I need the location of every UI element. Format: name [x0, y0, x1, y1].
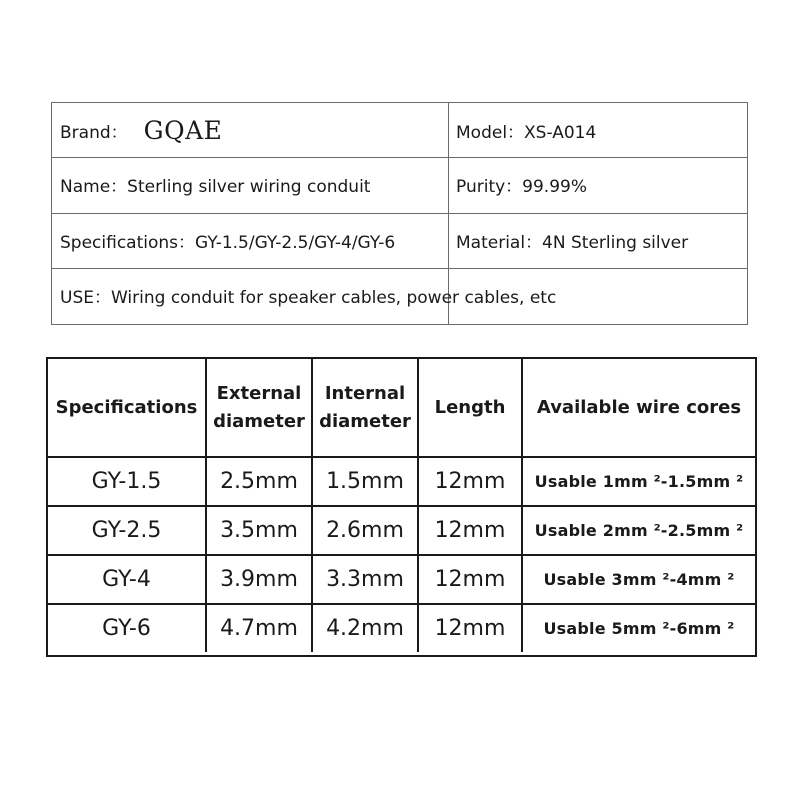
cell-external-diameter: 3.5mm [205, 507, 311, 554]
header-length: Length [417, 359, 521, 456]
model-cell: Model：XS-A014 [456, 122, 597, 143]
cell-external-diameter: 4.7mm [205, 605, 311, 652]
cell-external-diameter: 2.5mm [205, 458, 311, 505]
header-external-diameter: External diameter [205, 359, 311, 456]
info-row-name [52, 157, 747, 211]
table-row [48, 505, 755, 554]
cell-specification: GY-1.5 [91, 469, 162, 494]
purity-cell: Purity：99.99% [456, 177, 587, 197]
cell-wire-cores: Usable 5mm ²-6mm ² [521, 605, 755, 652]
header-available-wire-cores: Available wire cores [521, 359, 755, 456]
cell-internal-diameter: 1.5mm [311, 458, 417, 505]
cell-internal-diameter: 4.2mm [311, 605, 417, 652]
material-cell: Material：4N Sterling silver [456, 233, 689, 253]
brand-label: Brand： [60, 122, 128, 143]
brand-cell [60, 103, 222, 157]
table-header-row [48, 359, 755, 456]
info-row-use [52, 268, 747, 322]
cell-length: 12mm [417, 507, 521, 554]
brand-value: GQAE [143, 115, 223, 145]
cell-length: 12mm [417, 458, 521, 505]
table-row [48, 603, 755, 652]
cell-length: 12mm [417, 605, 521, 652]
cell-wire-cores: Usable 3mm ²-4mm ² [521, 556, 755, 603]
specifications-cell: Specifications：GY-1.5/GY-2.5/GY-4/GY-6 [60, 233, 396, 253]
use-cell: USE：Wiring conduit for speaker cables, power cables, etc [60, 288, 557, 308]
cell-internal-diameter: 2.6mm [311, 507, 417, 554]
cell-wire-cores: Usable 2mm ²-2.5mm ² [521, 507, 755, 554]
specifications-table [46, 357, 757, 657]
header-internal-diameter: Internal diameter [311, 359, 417, 456]
cell-wire-cores: Usable 1mm ²-1.5mm ² [521, 458, 755, 505]
name-cell: Name：Sterling silver wiring conduit [60, 177, 371, 197]
table-row [48, 554, 755, 603]
cell-length: 12mm [417, 556, 521, 603]
product-info-table [51, 102, 748, 325]
info-row-brand [52, 103, 747, 157]
cell-specification: GY-2.5 [91, 518, 162, 543]
table-row [48, 456, 755, 505]
cell-specification: GY-6 [102, 616, 151, 641]
header-specifications: Specifications [55, 396, 198, 418]
cell-specification: GY-4 [102, 567, 151, 592]
cell-internal-diameter: 3.3mm [311, 556, 417, 603]
cell-external-diameter: 3.9mm [205, 556, 311, 603]
info-row-specifications [52, 213, 747, 267]
